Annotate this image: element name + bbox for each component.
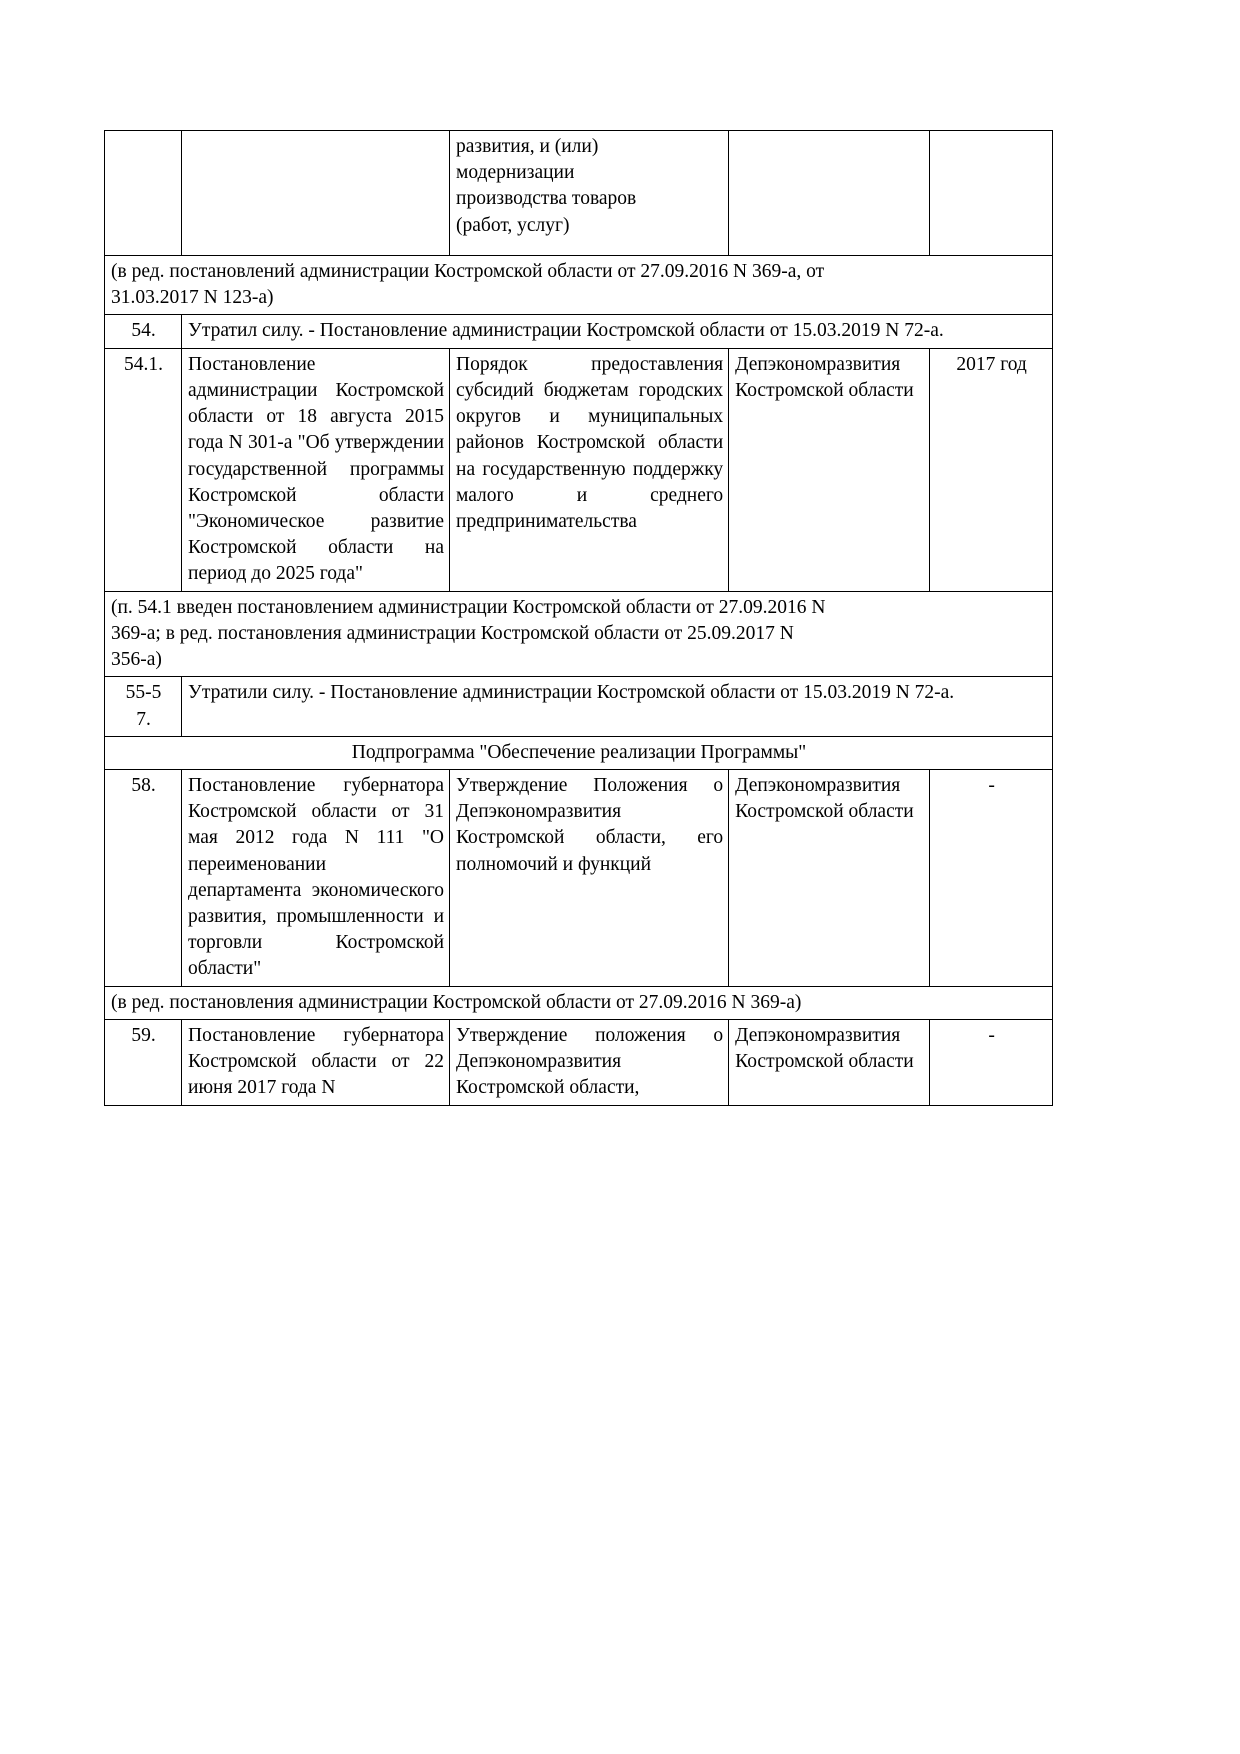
row-description-cell: Утверждение Положения о Депэкономразвития Костромской области, его полномочий и функций (450, 769, 729, 986)
row-document-cell: Постановление губернатора Костромской области от 31 мая 2012 года N 111 "О переименовании департамента экономического развития, промышленности и торговли Костромской области" (182, 769, 450, 986)
subprogram-title: Подпрограмма "Обеспечение реализации Программы" (105, 736, 1053, 769)
row-organization-cell: Депэкономразвития Костромской области (729, 769, 930, 986)
row-document-cell (182, 131, 450, 256)
note-line: (в ред. постановления администрации Костромской области от 27.09.2016 N 369-а) (111, 991, 802, 1013)
amendment-note (105, 256, 1053, 315)
note-line: (в ред. постановлений администрации Костромской области от 27.09.2016 N 369-а, от (111, 261, 825, 282)
row-organization-cell: Депэкономразвития Костромской области (729, 1019, 930, 1105)
row-year-cell: - (930, 1019, 1053, 1105)
table-row (105, 131, 1053, 256)
table-note-row (105, 591, 1053, 677)
table-row (105, 315, 1053, 348)
row-description-cell: Утверждение положения о Депэкономразвития Костромской области, (450, 1019, 729, 1105)
row-document-cell: Постановление губернатора Костромской области от 22 июня 2017 года N (182, 1019, 450, 1105)
row-year-cell: 2017 год (930, 348, 1053, 591)
row-number-cell: 54.1. (105, 348, 182, 591)
row-number-cell: 54. (105, 315, 182, 348)
row-number-cell (105, 131, 182, 256)
description-line: модернизации (456, 162, 575, 184)
row-number-line: 7. (136, 708, 151, 730)
table-row (105, 677, 1053, 736)
table-subheader-row (105, 736, 1053, 769)
row-year-cell: - (930, 769, 1053, 986)
row-repealed-text: Утратили силу. - Постановление администрации Костромской области от 15.03.2019 N 72-а. (182, 677, 1053, 736)
note-line: 356-а) (111, 649, 162, 671)
amendment-note (105, 591, 1053, 677)
legal-acts-table (104, 130, 1053, 1106)
row-number-cell (105, 677, 182, 736)
note-line: (п. 54.1 введен постановлением администрации Костромской области от 27.09.2016 N (111, 596, 826, 618)
amendment-note (105, 986, 1053, 1019)
row-number-cell: 58. (105, 769, 182, 986)
row-year-cell (930, 131, 1053, 256)
description-line: производства товаров (456, 188, 637, 210)
row-description-cell (450, 131, 729, 256)
table-note-row (105, 986, 1053, 1019)
row-description-cell: Порядок предоставления субсидий бюджетам городских округов и муниципальных районов Костромской области на государственную поддержку малого и среднего предпринимательства (450, 348, 729, 591)
table-row (105, 769, 1053, 986)
table-note-row (105, 256, 1053, 315)
row-document-cell: Постановление администрации Костромской области от 18 августа 2015 года N 301-а "Об утверждении государственной программы Костромской области "Экономическое развитие Костромской области на период до 2025 года" (182, 348, 450, 591)
row-organization-cell (729, 131, 930, 256)
note-line: 369-а; в ред. постановления администрации Костромской области от 25.09.2017 N (111, 622, 794, 644)
table-row (105, 1019, 1053, 1105)
description-line: (работ, услуг) (456, 214, 570, 236)
row-organization-cell: Депэкономразвития Костромской области (729, 348, 930, 591)
row-repealed-text: Утратил силу. - Постановление администрации Костромской области от 15.03.2019 N 72-а. (182, 315, 1053, 348)
row-number-cell: 59. (105, 1019, 182, 1105)
note-line: 31.03.2017 N 123-а) (111, 287, 274, 309)
description-line: развития, и (или) (456, 136, 599, 157)
row-number-line: 55-5 (125, 682, 162, 704)
table-row (105, 348, 1053, 591)
